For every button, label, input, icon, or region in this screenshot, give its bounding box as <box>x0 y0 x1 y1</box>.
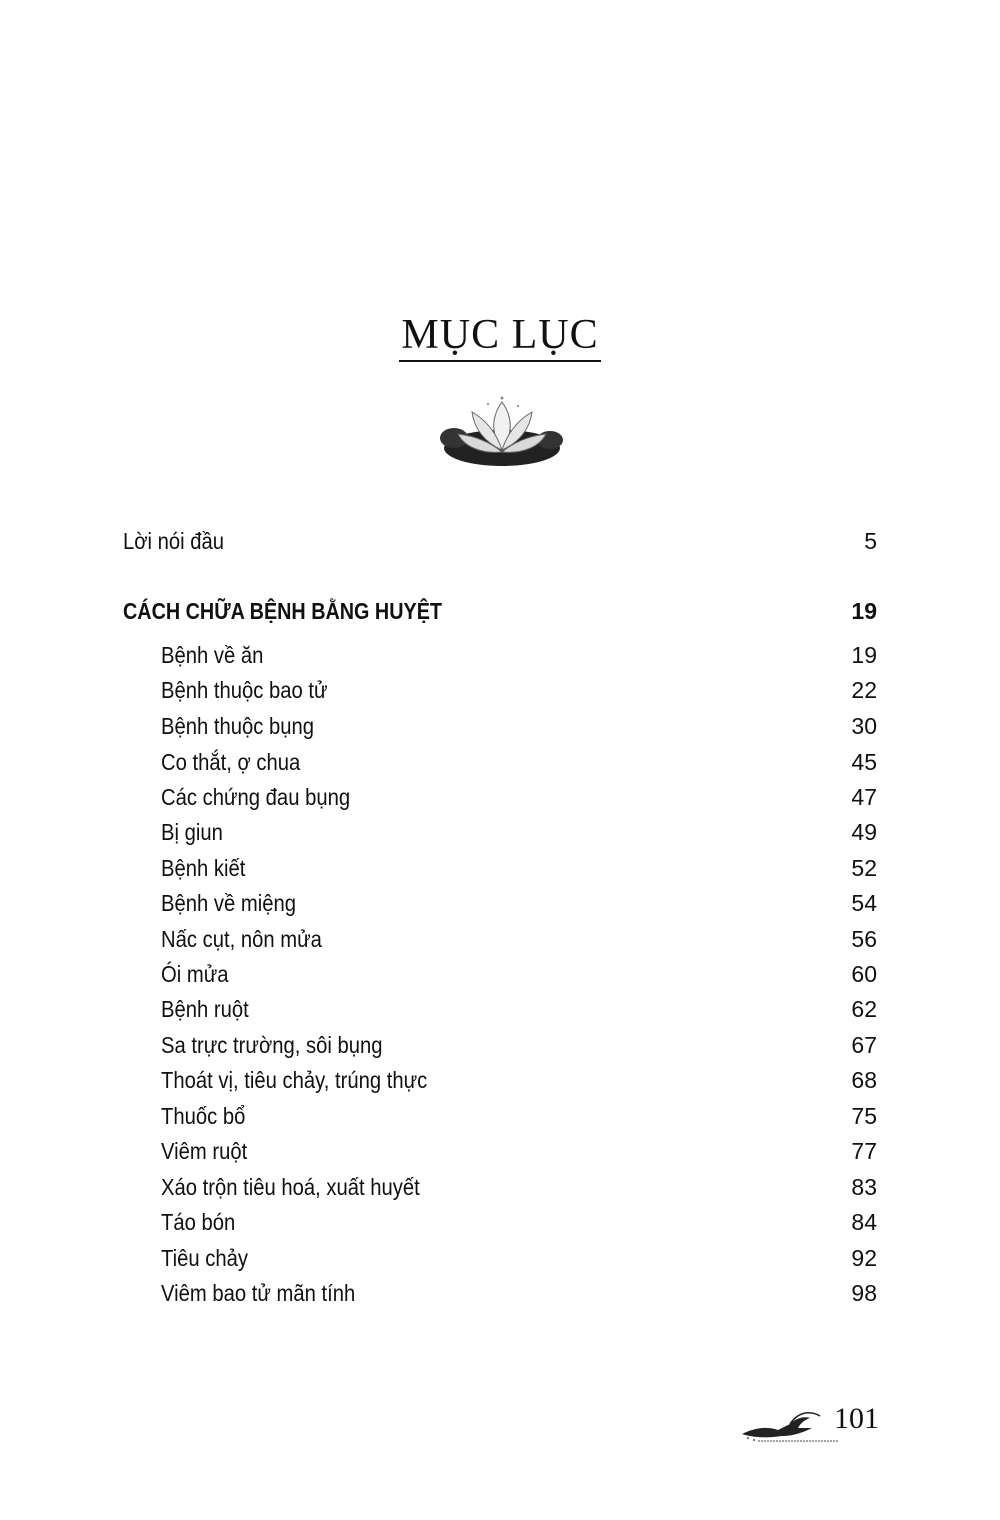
toc-entry-label: Viêm ruột <box>161 1138 248 1164</box>
toc-section-label: CÁCH CHỮA BỆNH BẰNG HUYỆT <box>123 598 442 624</box>
toc-entry-page: 77 <box>851 1138 877 1164</box>
toc-entry-label: Ói mửa <box>161 961 229 987</box>
toc-entry-row[interactable] <box>0 1276 1000 1310</box>
toc-entry-row[interactable] <box>0 851 1000 885</box>
toc-entry-row[interactable] <box>0 1028 1000 1062</box>
toc-entry-row[interactable] <box>0 1134 1000 1168</box>
toc-entry-page: 45 <box>851 749 877 775</box>
toc-entry-page: 62 <box>851 996 877 1022</box>
toc-intro-row[interactable] <box>0 524 1000 558</box>
toc-entry-page: 83 <box>851 1174 877 1200</box>
bird-ornament-icon <box>738 1404 838 1444</box>
toc-entry-label: Sa trực trường, sôi bụng <box>161 1032 383 1058</box>
toc-entry-label: Bệnh về ăn <box>161 642 264 668</box>
page-footer <box>738 1400 883 1444</box>
toc-entry-row[interactable] <box>0 638 1000 672</box>
toc-entry-label: Viêm bao tử mãn tính <box>161 1280 356 1306</box>
toc-entry-page: 49 <box>851 819 877 845</box>
toc-entry-label: Bệnh về miệng <box>161 890 297 916</box>
toc-entry-page: 22 <box>851 677 877 703</box>
toc-entry-label: Các chứng đau bụng <box>161 784 351 810</box>
toc-entry-label: Xáo trộn tiêu hoá, xuất huyết <box>161 1174 420 1200</box>
toc-entry-row[interactable] <box>0 745 1000 779</box>
toc-entry-row[interactable] <box>0 1099 1000 1133</box>
toc-entry-page: 52 <box>851 855 877 881</box>
toc-entry-row[interactable] <box>0 1205 1000 1239</box>
toc-entry-label: Bệnh thuộc bao tử <box>161 677 328 703</box>
toc-entry-row[interactable] <box>0 815 1000 849</box>
toc-entry-page: 30 <box>851 713 877 739</box>
toc-entry-page: 60 <box>851 961 877 987</box>
toc-entry-label: Bệnh kiết <box>161 855 246 881</box>
toc-section-row[interactable] <box>0 594 1000 628</box>
toc-intro-page: 5 <box>864 528 877 554</box>
toc-entry-label: Tiêu chảy <box>161 1245 249 1271</box>
toc-entry-row[interactable] <box>0 1241 1000 1275</box>
toc-section-page: 19 <box>851 598 877 624</box>
toc-entry-page: 19 <box>851 642 877 668</box>
lotus-icon <box>440 390 564 474</box>
toc-entry-label: Nấc cụt, nôn mửa <box>161 926 322 952</box>
toc-entry-label: Bị giun <box>161 819 223 845</box>
toc-entry-row[interactable] <box>0 922 1000 956</box>
toc-entry-page: 47 <box>851 784 877 810</box>
toc-entry-label: Co thắt, ợ chua <box>161 749 301 775</box>
toc-entry-page: 67 <box>851 1032 877 1058</box>
toc-entry-page: 92 <box>851 1245 877 1271</box>
toc-entry-row[interactable] <box>0 992 1000 1026</box>
toc-entry-label: Táo bón <box>161 1209 236 1235</box>
toc-entry-page: 75 <box>851 1103 877 1129</box>
page-title-wrap <box>0 312 1000 362</box>
page-title: MỤC LỤC <box>399 312 600 362</box>
toc-entry-row[interactable] <box>0 780 1000 814</box>
toc-entry-row[interactable] <box>0 886 1000 920</box>
toc-entry-row[interactable] <box>0 1063 1000 1097</box>
page-number: 101 <box>834 1402 879 1435</box>
toc-entry-row[interactable] <box>0 709 1000 743</box>
toc-entry-page: 68 <box>851 1067 877 1093</box>
toc-entry-page: 98 <box>851 1280 877 1306</box>
toc-entry-page: 56 <box>851 926 877 952</box>
toc-entry-page: 54 <box>851 890 877 916</box>
toc-entry-row[interactable] <box>0 957 1000 991</box>
toc-entry-label: Thoát vị, tiêu chảy, trúng thực <box>161 1067 428 1093</box>
toc-intro-label: Lời nói đầu <box>123 528 225 554</box>
toc-entry-label: Bệnh thuộc bụng <box>161 713 315 739</box>
toc-entry-label: Bệnh ruột <box>161 996 249 1022</box>
toc-entry-label: Thuốc bổ <box>161 1103 246 1129</box>
toc-entry-page: 84 <box>851 1209 877 1235</box>
toc-entry-row[interactable] <box>0 1170 1000 1204</box>
toc-entry-row[interactable] <box>0 673 1000 707</box>
